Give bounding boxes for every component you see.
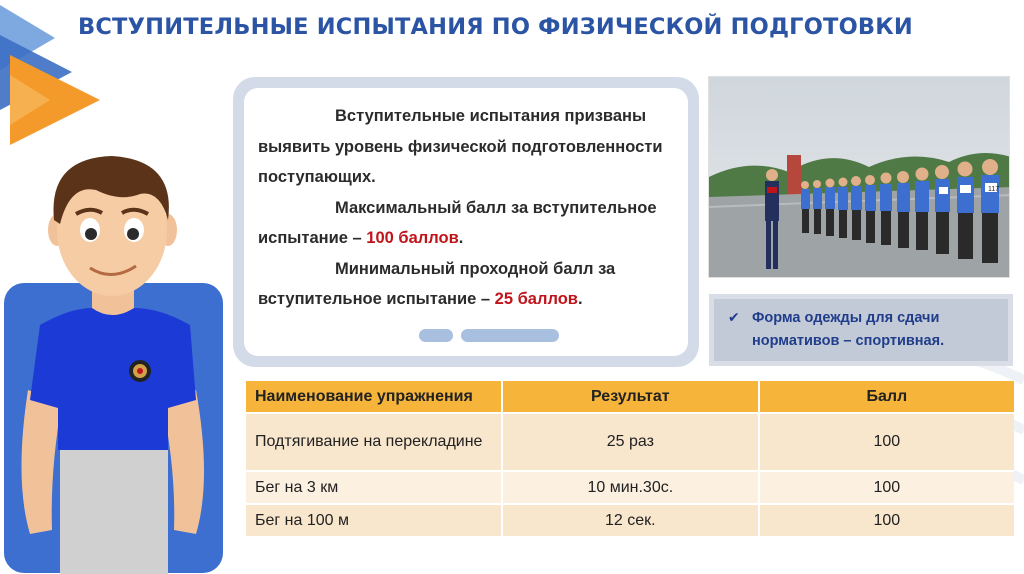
info-card — [233, 77, 699, 367]
page-title: ВСТУПИТЕЛЬНЫЕ ИСПЫТАНИЯ ПО ФИЗИЧЕСКОЙ ПОДГОТОВКИ — [78, 14, 913, 40]
dress-code-note — [709, 294, 1013, 366]
min-score-punct: . — [577, 290, 583, 308]
cell-exercise: Бег на 3 км — [246, 472, 501, 505]
max-score-punct: . — [458, 229, 464, 247]
min-score-text: Минимальный проходной балл за вступительное испытание – — [258, 259, 616, 308]
intro-paragraph — [258, 101, 674, 193]
cell-result: 25 раз — [503, 414, 758, 472]
table-row — [246, 414, 1014, 472]
max-score-value: 100 баллов — [366, 229, 459, 247]
cell-score: 100 — [760, 505, 1014, 538]
col-header-exercise: Наименование упражнения — [246, 381, 501, 414]
min-score-paragraph — [258, 254, 674, 315]
cell-score: 100 — [760, 472, 1014, 505]
max-score-paragraph — [258, 193, 674, 254]
cell-result: 10 мин.30с. — [503, 472, 758, 505]
photo-runners — [708, 76, 1010, 278]
cell-exercise: Подтягивание на перекладине — [246, 414, 501, 472]
table-row — [246, 472, 1014, 505]
max-score-text: Максимальный балл за вступительное испытание – — [258, 198, 657, 247]
pager-dot — [419, 329, 453, 342]
col-header-result: Результат — [503, 381, 758, 414]
min-score-value: 25 баллов — [494, 290, 578, 308]
check-icon: ✔ — [728, 310, 740, 326]
intro-text: Вступительные испытания призваны выявить уровень физической подготовленности поступающих. — [258, 107, 663, 186]
table-row — [246, 505, 1014, 538]
student-avatar — [0, 150, 232, 574]
pager-bar — [461, 329, 559, 342]
cell-score: 100 — [760, 414, 1014, 472]
col-header-score: Балл — [760, 381, 1014, 414]
standards-table — [244, 381, 1016, 538]
dress-code-text: Форма одежды для сдачи нормативов – спортивная. — [752, 310, 945, 349]
table-header-row — [246, 381, 1014, 414]
dress-code-note-body — [714, 299, 1008, 361]
info-card-body — [244, 88, 688, 356]
cell-exercise: Бег на 100 м — [246, 505, 501, 538]
cell-result: 12 сек. — [503, 505, 758, 538]
svg-text:117: 117 — [988, 186, 1000, 193]
